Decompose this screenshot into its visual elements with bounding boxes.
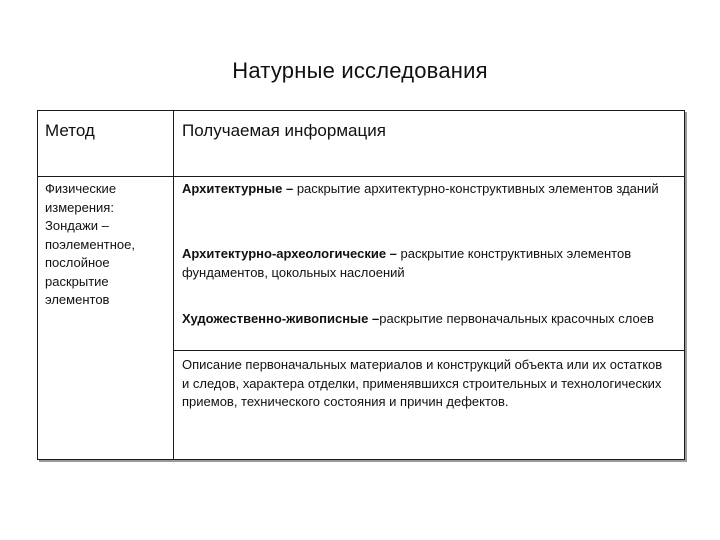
column-divider — [173, 111, 174, 459]
method-line: Зондажи – — [45, 218, 109, 233]
method-line: измерения: — [45, 199, 114, 215]
method-line: Физические — [45, 181, 117, 196]
description-cell: Описание первоначальных материалов и конструкций объекта или их остатков и следов, характера отделки, применявшихся строительных и технологических приемов, технического состояния и причин дефектов. — [182, 357, 663, 409]
column-header-info: Получаемая информация — [182, 121, 386, 140]
info-item-term: Архитектурные – — [182, 181, 294, 196]
info-item-artistic — [182, 310, 672, 329]
header-divider — [38, 176, 684, 177]
method-line: раскрытие — [45, 273, 109, 289]
info-item-text: раскрытие архитектурно-конструктивных элементов зданий — [293, 181, 659, 196]
page-title: Натурные исследования — [232, 58, 488, 83]
info-item-term: Архитектурно-археологические – — [182, 246, 397, 261]
info-item-text: раскрытие конструктивных элементов фундаментов, цокольных наслоений — [182, 246, 632, 280]
method-line: послойное — [45, 255, 110, 270]
column-header-method: Метод — [45, 121, 95, 140]
info-item-architectural — [182, 180, 672, 199]
info-item-archaeological — [182, 245, 672, 282]
row-divider — [173, 350, 684, 351]
info-item-text: раскрытие первоначальных красочных слоев — [379, 311, 654, 326]
method-line: поэлементное, — [45, 236, 135, 252]
info-item-term: Художественно-живописные – — [182, 311, 380, 326]
method-cell — [45, 180, 169, 310]
research-table — [37, 110, 685, 460]
method-line: элементов — [45, 292, 110, 307]
